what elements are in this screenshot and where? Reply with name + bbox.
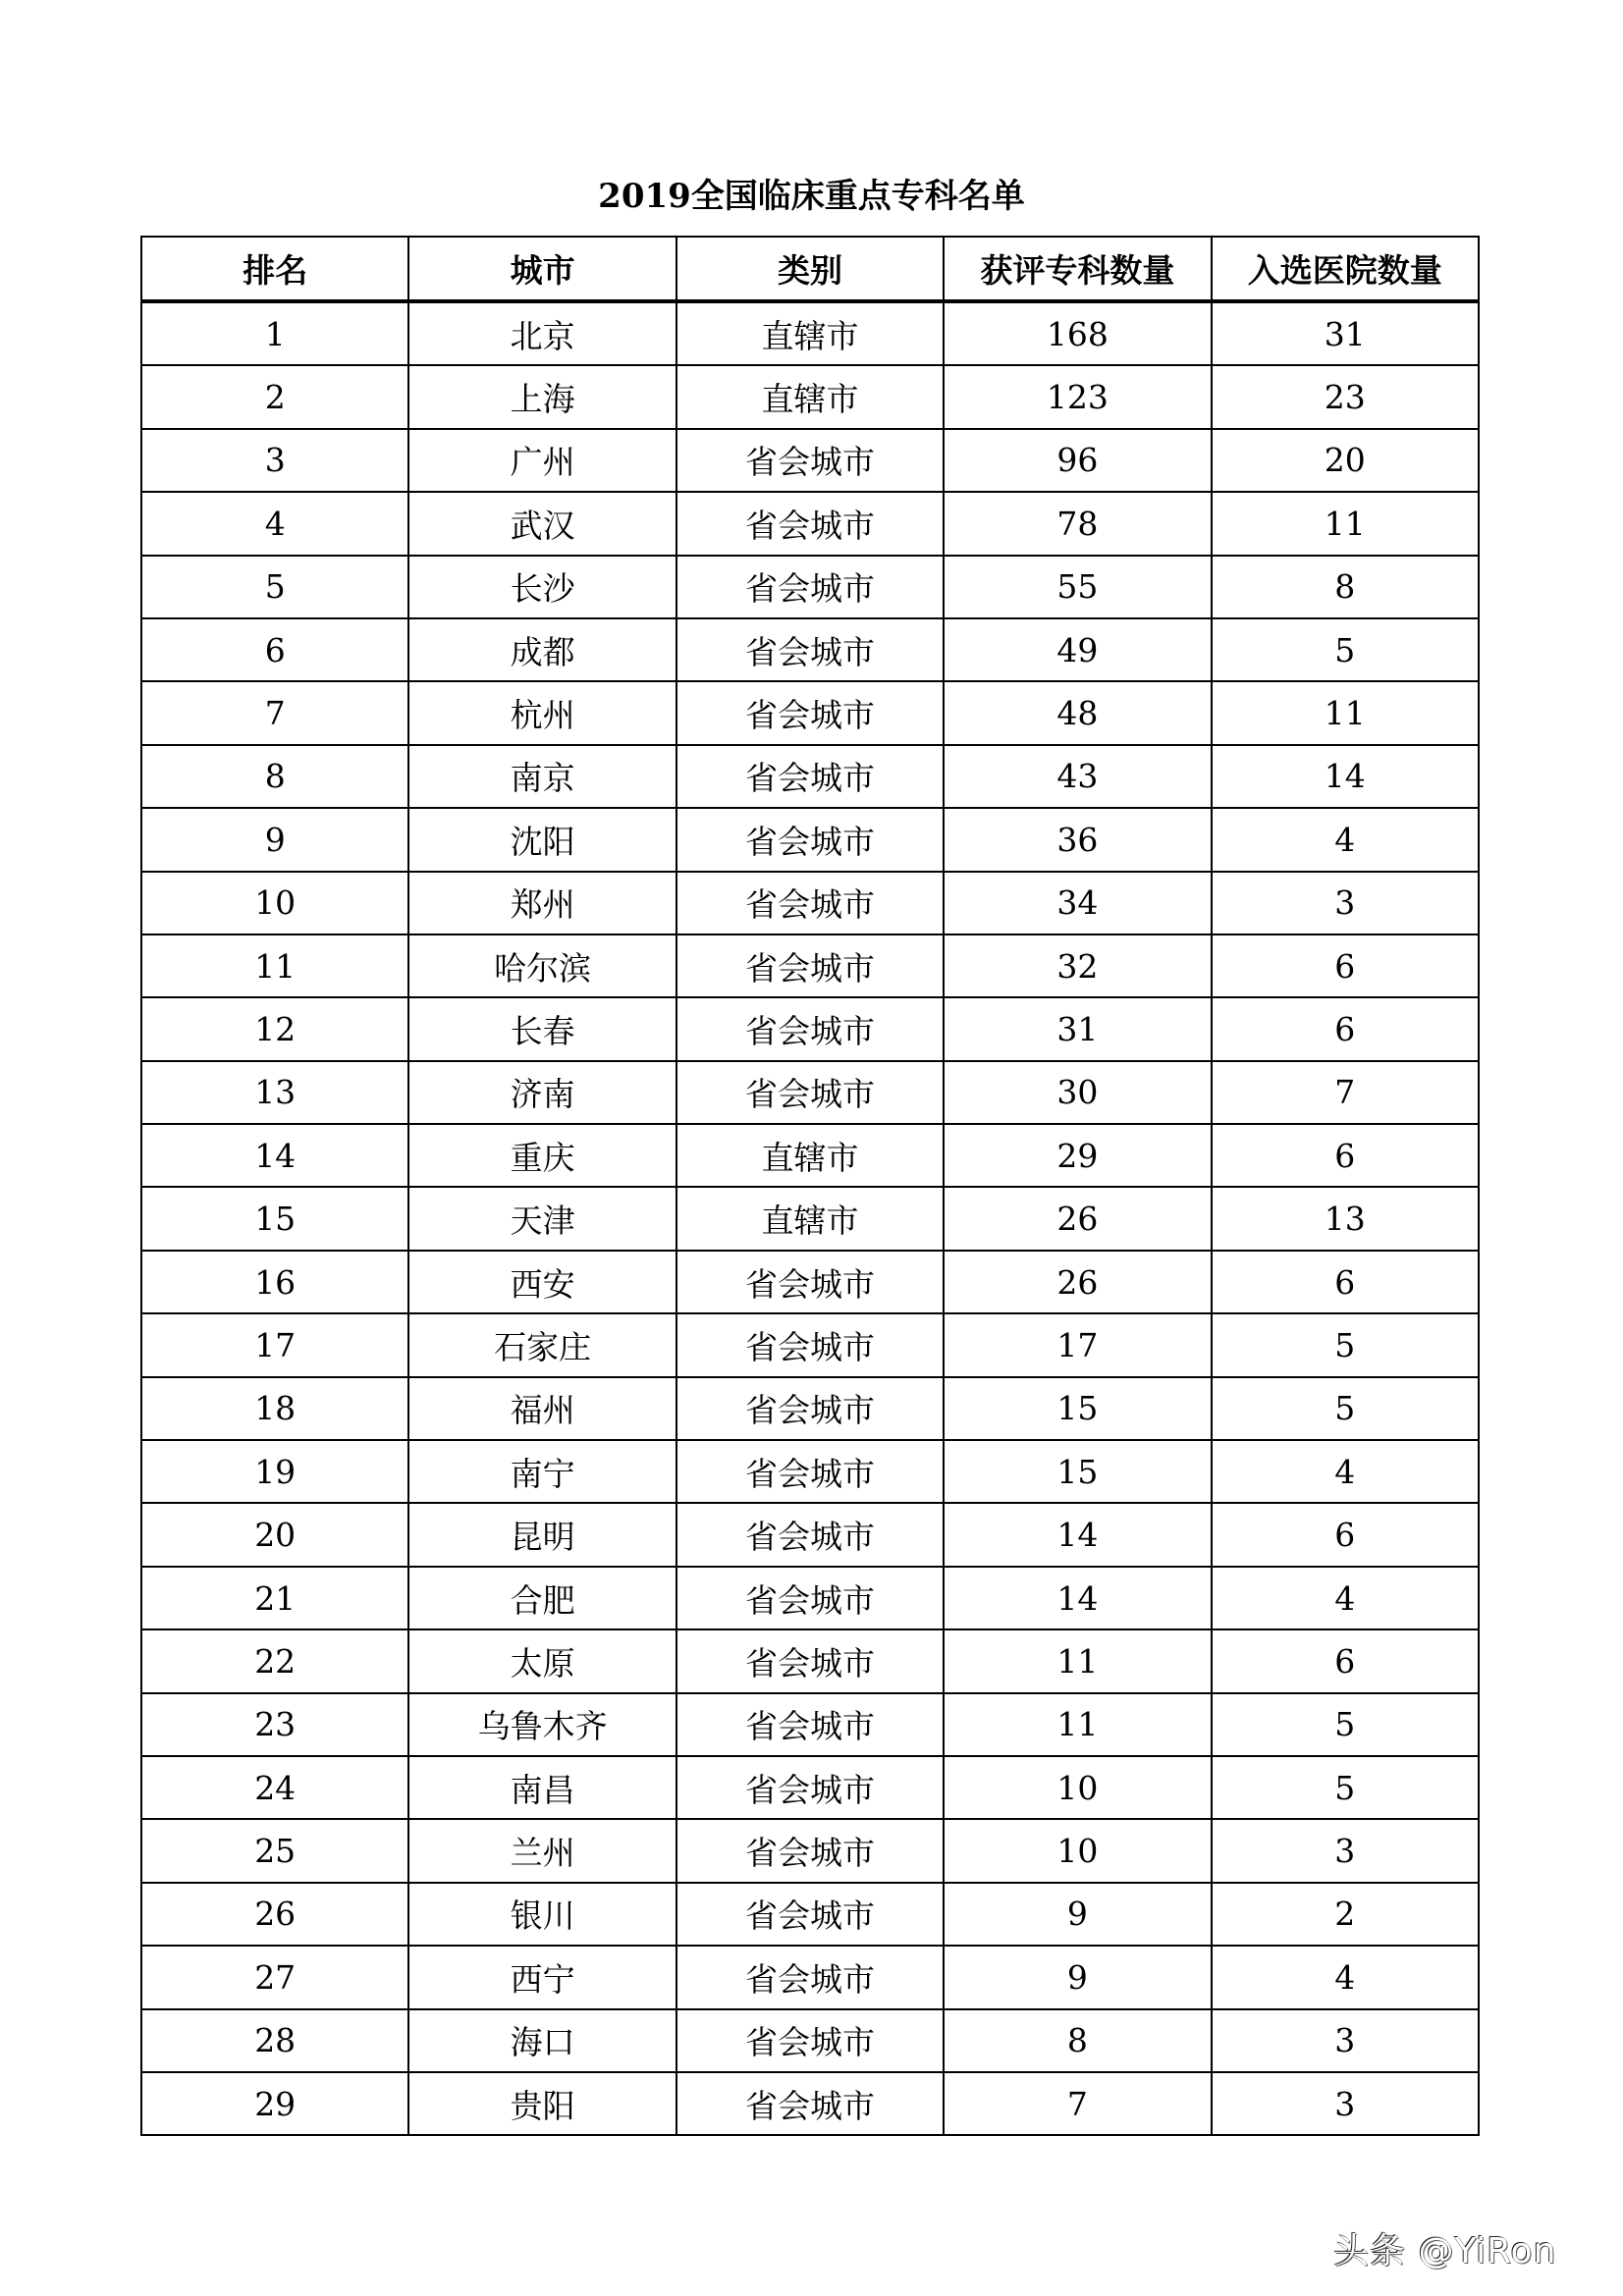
cell-specialty-count: 10: [944, 1756, 1211, 1819]
table-row: [141, 2072, 1479, 2135]
table-row: [141, 1629, 1479, 1692]
cell-rank: 19: [141, 1440, 408, 1503]
cell-specialty-count: 7: [944, 2072, 1211, 2135]
cell-category: 省会城市: [676, 1819, 944, 1882]
cell-hospital-count: 5: [1212, 1377, 1479, 1440]
table-row: [141, 872, 1479, 934]
cell-category: 省会城市: [676, 1440, 944, 1503]
cell-city: 南昌: [408, 1756, 676, 1819]
cell-hospital-count: 2: [1212, 1883, 1479, 1946]
cell-rank: 14: [141, 1124, 408, 1187]
cell-hospital-count: 5: [1212, 618, 1479, 681]
cell-hospital-count: 23: [1212, 365, 1479, 428]
cell-specialty-count: 9: [944, 1883, 1211, 1946]
cell-city: 乌鲁木齐: [408, 1693, 676, 1756]
cell-category: 省会城市: [676, 556, 944, 618]
cell-rank: 9: [141, 808, 408, 871]
cell-city: 石家庄: [408, 1313, 676, 1376]
cell-specialty-count: 17: [944, 1313, 1211, 1376]
cell-hospital-count: 5: [1212, 1313, 1479, 1376]
header-hospital-count: 入选医院数量: [1212, 237, 1479, 301]
cell-specialty-count: 31: [944, 997, 1211, 1060]
cell-category: 省会城市: [676, 1629, 944, 1692]
cell-category: 省会城市: [676, 872, 944, 934]
cell-rank: 27: [141, 1946, 408, 2008]
table-row: [141, 618, 1479, 681]
table-row: [141, 1693, 1479, 1756]
cell-city: 兰州: [408, 1819, 676, 1882]
cell-category: 省会城市: [676, 1693, 944, 1756]
table-row: [141, 681, 1479, 744]
cell-specialty-count: 55: [944, 556, 1211, 618]
cell-city: 成都: [408, 618, 676, 681]
cell-city: 太原: [408, 1629, 676, 1692]
cell-rank: 28: [141, 2009, 408, 2072]
table-row: [141, 1567, 1479, 1629]
cell-hospital-count: 5: [1212, 1756, 1479, 1819]
cell-rank: 16: [141, 1251, 408, 1313]
table-row: [141, 997, 1479, 1060]
table-header-row: [141, 237, 1479, 301]
cell-specialty-count: 96: [944, 429, 1211, 492]
cell-category: 省会城市: [676, 2072, 944, 2135]
cell-hospital-count: 13: [1212, 1187, 1479, 1250]
cell-category: 直辖市: [676, 1124, 944, 1187]
cell-city: 郑州: [408, 872, 676, 934]
cell-hospital-count: 3: [1212, 1819, 1479, 1882]
cell-category: 省会城市: [676, 1946, 944, 2008]
cell-specialty-count: 11: [944, 1693, 1211, 1756]
cell-rank: 11: [141, 934, 408, 997]
cell-category: 省会城市: [676, 1567, 944, 1629]
cell-city: 北京: [408, 301, 676, 365]
cell-specialty-count: 15: [944, 1440, 1211, 1503]
cell-hospital-count: 20: [1212, 429, 1479, 492]
cell-specialty-count: 78: [944, 492, 1211, 555]
cell-specialty-count: 15: [944, 1377, 1211, 1440]
cell-hospital-count: 6: [1212, 1503, 1479, 1566]
header-rank: 排名: [141, 237, 408, 301]
cell-specialty-count: 49: [944, 618, 1211, 681]
cell-specialty-count: 34: [944, 872, 1211, 934]
cell-city: 贵阳: [408, 2072, 676, 2135]
cell-rank: 10: [141, 872, 408, 934]
cell-rank: 25: [141, 1819, 408, 1882]
cell-city: 沈阳: [408, 808, 676, 871]
cell-city: 福州: [408, 1377, 676, 1440]
cell-hospital-count: 6: [1212, 1124, 1479, 1187]
cell-specialty-count: 30: [944, 1061, 1211, 1124]
cell-specialty-count: 8: [944, 2009, 1211, 2072]
cell-city: 长沙: [408, 556, 676, 618]
cell-rank: 12: [141, 997, 408, 1060]
cell-city: 武汉: [408, 492, 676, 555]
cell-city: 昆明: [408, 1503, 676, 1566]
cell-rank: 5: [141, 556, 408, 618]
cell-city: 西安: [408, 1251, 676, 1313]
cell-city: 合肥: [408, 1567, 676, 1629]
cell-specialty-count: 36: [944, 808, 1211, 871]
cell-category: 省会城市: [676, 681, 944, 744]
cell-category: 省会城市: [676, 1883, 944, 1946]
cell-specialty-count: 168: [944, 301, 1211, 365]
cell-category: 直辖市: [676, 301, 944, 365]
cell-rank: 21: [141, 1567, 408, 1629]
cell-rank: 8: [141, 745, 408, 808]
cell-rank: 22: [141, 1629, 408, 1692]
cell-specialty-count: 123: [944, 365, 1211, 428]
header-category: 类别: [676, 237, 944, 301]
cell-rank: 13: [141, 1061, 408, 1124]
cell-specialty-count: 9: [944, 1946, 1211, 2008]
cell-rank: 18: [141, 1377, 408, 1440]
cell-rank: 7: [141, 681, 408, 744]
cell-hospital-count: 6: [1212, 1629, 1479, 1692]
cell-city: 南京: [408, 745, 676, 808]
cell-hospital-count: 3: [1212, 872, 1479, 934]
header-city: 城市: [408, 237, 676, 301]
specialty-ranking-table: [140, 236, 1480, 2136]
table-row: [141, 1377, 1479, 1440]
cell-category: 省会城市: [676, 1503, 944, 1566]
cell-category: 省会城市: [676, 429, 944, 492]
cell-hospital-count: 14: [1212, 745, 1479, 808]
table-row: [141, 1946, 1479, 2008]
cell-category: 直辖市: [676, 365, 944, 428]
cell-hospital-count: 4: [1212, 1440, 1479, 1503]
cell-category: 省会城市: [676, 808, 944, 871]
cell-category: 省会城市: [676, 618, 944, 681]
cell-specialty-count: 29: [944, 1124, 1211, 1187]
table-row: [141, 1313, 1479, 1376]
cell-rank: 20: [141, 1503, 408, 1566]
table-row: [141, 1187, 1479, 1250]
document-title: 2019全国临床重点专科名单: [598, 177, 1025, 216]
cell-hospital-count: 7: [1212, 1061, 1479, 1124]
cell-specialty-count: 32: [944, 934, 1211, 997]
cell-hospital-count: 11: [1212, 492, 1479, 555]
cell-hospital-count: 3: [1212, 2072, 1479, 2135]
cell-category: 省会城市: [676, 492, 944, 555]
cell-category: 省会城市: [676, 997, 944, 1060]
cell-city: 广州: [408, 429, 676, 492]
cell-hospital-count: 6: [1212, 934, 1479, 997]
cell-hospital-count: 4: [1212, 1567, 1479, 1629]
cell-hospital-count: 6: [1212, 997, 1479, 1060]
cell-category: 直辖市: [676, 1187, 944, 1250]
table-row: [141, 365, 1479, 428]
table-row: [141, 745, 1479, 808]
cell-specialty-count: 10: [944, 1819, 1211, 1882]
cell-city: 杭州: [408, 681, 676, 744]
cell-hospital-count: 4: [1212, 808, 1479, 871]
cell-city: 长春: [408, 997, 676, 1060]
table-row: [141, 301, 1479, 365]
cell-city: 重庆: [408, 1124, 676, 1187]
table-row: [141, 2009, 1479, 2072]
cell-rank: 26: [141, 1883, 408, 1946]
cell-rank: 29: [141, 2072, 408, 2135]
table-row: [141, 808, 1479, 871]
cell-specialty-count: 43: [944, 745, 1211, 808]
cell-specialty-count: 14: [944, 1567, 1211, 1629]
cell-category: 省会城市: [676, 1251, 944, 1313]
cell-specialty-count: 26: [944, 1187, 1211, 1250]
cell-specialty-count: 26: [944, 1251, 1211, 1313]
header-specialty-count: 获评专科数量: [944, 237, 1211, 301]
cell-hospital-count: 8: [1212, 556, 1479, 618]
table-row: [141, 1124, 1479, 1187]
cell-rank: 6: [141, 618, 408, 681]
cell-category: 省会城市: [676, 1377, 944, 1440]
cell-city: 银川: [408, 1883, 676, 1946]
cell-hospital-count: 11: [1212, 681, 1479, 744]
cell-rank: 3: [141, 429, 408, 492]
cell-rank: 4: [141, 492, 408, 555]
cell-city: 西宁: [408, 1946, 676, 2008]
table-row: [141, 492, 1479, 555]
table-row: [141, 429, 1479, 492]
table-row: [141, 1819, 1479, 1882]
cell-hospital-count: 3: [1212, 2009, 1479, 2072]
table-row: [141, 1503, 1479, 1566]
cell-rank: 23: [141, 1693, 408, 1756]
table-row: [141, 1440, 1479, 1503]
cell-rank: 17: [141, 1313, 408, 1376]
cell-category: 省会城市: [676, 2009, 944, 2072]
cell-specialty-count: 11: [944, 1629, 1211, 1692]
cell-city: 南宁: [408, 1440, 676, 1503]
cell-category: 省会城市: [676, 1313, 944, 1376]
cell-category: 省会城市: [676, 1061, 944, 1124]
cell-rank: 2: [141, 365, 408, 428]
cell-rank: 15: [141, 1187, 408, 1250]
cell-category: 省会城市: [676, 745, 944, 808]
cell-specialty-count: 14: [944, 1503, 1211, 1566]
cell-rank: 24: [141, 1756, 408, 1819]
cell-hospital-count: 4: [1212, 1946, 1479, 2008]
cell-city: 上海: [408, 365, 676, 428]
cell-rank: 1: [141, 301, 408, 365]
table-row: [141, 556, 1479, 618]
cell-category: 省会城市: [676, 1756, 944, 1819]
cell-category: 省会城市: [676, 934, 944, 997]
cell-city: 哈尔滨: [408, 934, 676, 997]
watermark: 头条 @YiRon: [1333, 2231, 1557, 2271]
table-row: [141, 1251, 1479, 1313]
table-row: [141, 1061, 1479, 1124]
cell-hospital-count: 31: [1212, 301, 1479, 365]
cell-city: 济南: [408, 1061, 676, 1124]
cell-hospital-count: 6: [1212, 1251, 1479, 1313]
table-row: [141, 1756, 1479, 1819]
table-row: [141, 934, 1479, 997]
cell-city: 海口: [408, 2009, 676, 2072]
table-row: [141, 1883, 1479, 1946]
cell-hospital-count: 5: [1212, 1693, 1479, 1756]
cell-city: 天津: [408, 1187, 676, 1250]
cell-specialty-count: 48: [944, 681, 1211, 744]
